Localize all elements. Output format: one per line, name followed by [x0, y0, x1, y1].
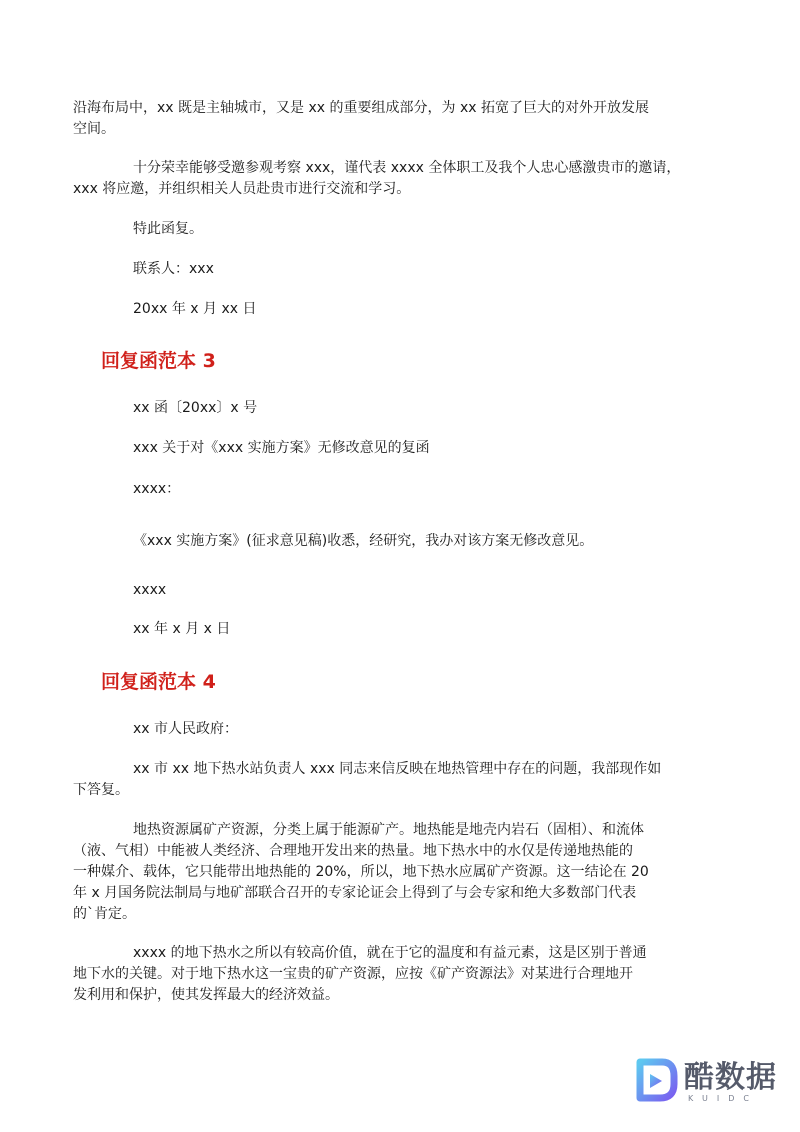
signature: xxxx: [133, 582, 167, 598]
text-line: 十分荣幸能够受邀参观考察 xxx，谨代表 xxxx 全体职工及我个人忠心感激贵市的邀请，: [133, 160, 681, 176]
salutation: xxxx：: [133, 481, 181, 497]
text-line: 地下水的关键。对于地下热水这一宝贵的矿产资源，应按《矿产资源法》对某进行合理地开: [73, 966, 633, 982]
kuidc-logo-icon: [630, 1054, 680, 1104]
paragraph-geothermal-definition: [73, 820, 745, 925]
text-line: 一种媒介、载体，它只能带出地热能的 20%，所以，地下热水应属矿产资源。这一结论在 20: [73, 864, 649, 880]
watermark-sub: KUIDC: [688, 1094, 758, 1103]
watermark: [630, 1052, 790, 1118]
letter-title: xxx 关于对《xxx 实施方案》无修改意见的复函: [133, 440, 430, 456]
section-heading-3: 回复函范本 3: [101, 350, 216, 372]
text-line: 的`肯定。: [73, 906, 136, 922]
salutation: xx 市人民政府：: [133, 721, 239, 737]
letter-body: 《xxx 实施方案》(征求意见稿)收悉，经研究，我办对该方案无修改意见。: [133, 533, 594, 549]
watermark-brand: 酷数据: [684, 1060, 777, 1095]
text-line: 下答复。: [73, 782, 129, 798]
date-line: xx 年 x 月 x 日: [133, 621, 231, 637]
closing-text: 特此函复。: [133, 221, 203, 237]
text-line: 年 x 月国务院法制局与地矿部联合召开的专家论证会上得到了与会专家和绝大多数部门代表: [73, 885, 637, 901]
text-line: 沿海布局中，xx 既是主轴城市，又是 xx 的重要组成部分，为 xx 拓宽了巨大的对外开放发展: [73, 100, 649, 116]
text-line: xx 市 xx 地下热水站负责人 xxx 同志来信反映在地热管理中存在的问题，我部现作如: [133, 761, 662, 777]
text-line: xxxx 的地下热水之所以有较高价值，就在于它的温度和有益元素，这是区别于普通: [133, 945, 647, 961]
paragraph-continuation: [73, 98, 745, 140]
section-heading-4: 回复函范本 4: [101, 671, 216, 693]
paragraph-geothermal-value: [73, 943, 745, 1006]
text-line: 地热资源属矿产资源，分类上属于能源矿产。地热能是地壳内岩石（固相）、和流体: [133, 822, 644, 838]
contact-line: 联系人：xxx: [133, 261, 214, 277]
text-line: xxx 将应邀，并组织相关人员赴贵市进行交流和学习。: [73, 181, 411, 197]
text-line: 发利用和保护，使其发挥最大的经济效益。: [73, 987, 339, 1003]
date-line: 20xx 年 x 月 xx 日: [133, 301, 257, 317]
text-line: （液、气相）中能被人类经济、合理地开发出来的热量。地下热水中的水仅是传递地热能的: [73, 843, 633, 859]
text-line: 空间。: [73, 121, 115, 137]
paragraph-invitation: [73, 158, 745, 200]
doc-number: xx 函〔20xx〕x 号: [133, 400, 258, 416]
paragraph-letter-reference: [73, 759, 745, 801]
